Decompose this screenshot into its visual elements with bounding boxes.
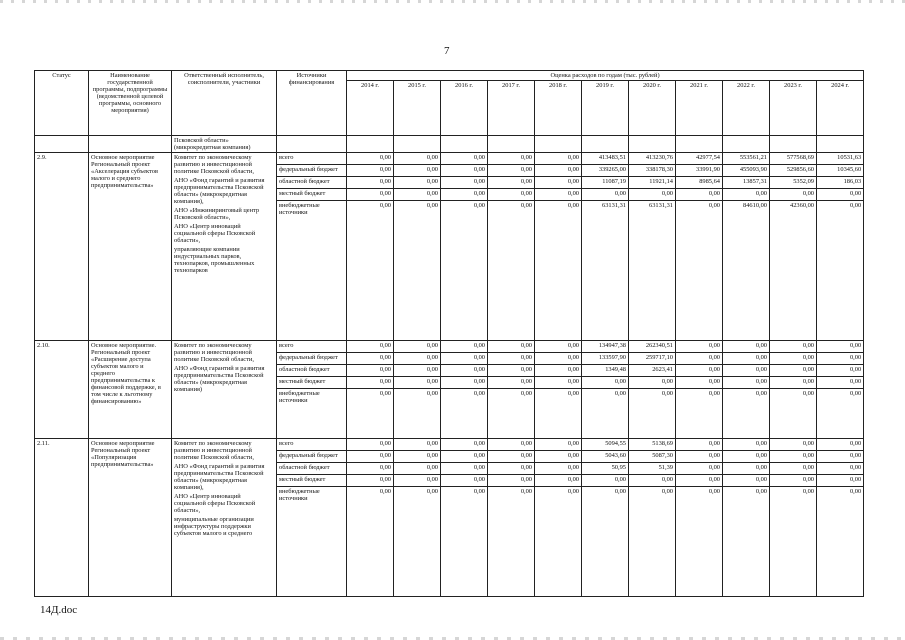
amount-cell: 0,00 bbox=[535, 475, 582, 487]
amount-cell: 0,00 bbox=[817, 439, 864, 451]
amount-cell: 0,00 bbox=[347, 153, 394, 165]
amount-cell: 0,00 bbox=[441, 341, 488, 353]
amount-cell: 0,00 bbox=[676, 353, 723, 365]
header-year: 2016 г. bbox=[441, 81, 488, 136]
amount-cell: 0,00 bbox=[394, 177, 441, 189]
amount-cell: 0,00 bbox=[770, 451, 817, 463]
amount-cell: 0,00 bbox=[817, 189, 864, 201]
amount-cell: 0,00 bbox=[582, 487, 629, 597]
amount-cell: 0,00 bbox=[817, 487, 864, 597]
continuation-row bbox=[35, 136, 864, 153]
amount-cell: 0,00 bbox=[488, 201, 535, 341]
amount-cell: 5094,55 bbox=[582, 439, 629, 451]
amount-cell: 0,00 bbox=[676, 377, 723, 389]
amount-cell: 0,00 bbox=[441, 189, 488, 201]
amount-cell: 63131,31 bbox=[582, 201, 629, 341]
header-year: 2021 г. bbox=[676, 81, 723, 136]
amount-cell: 0,00 bbox=[441, 377, 488, 389]
amount-cell: 0,00 bbox=[723, 463, 770, 475]
amount-cell: 0,00 bbox=[347, 353, 394, 365]
funding-source: всего bbox=[277, 153, 347, 165]
amount-cell: 0,00 bbox=[676, 451, 723, 463]
amount-cell: 0,00 bbox=[488, 451, 535, 463]
amount-cell: 0,00 bbox=[582, 189, 629, 201]
amount-cell: 0,00 bbox=[441, 353, 488, 365]
amount-cell: 0,00 bbox=[582, 475, 629, 487]
section-executors bbox=[172, 153, 277, 341]
section-executors bbox=[172, 341, 277, 439]
document-footer: 14Д.doc bbox=[40, 604, 78, 616]
header-year: 2023 г. bbox=[770, 81, 817, 136]
amount-cell: 0,00 bbox=[394, 439, 441, 451]
amount-cell: 0,00 bbox=[347, 389, 394, 439]
amount-cell: 0,00 bbox=[441, 475, 488, 487]
amount-cell: 0,00 bbox=[629, 189, 676, 201]
executor-item: АНО «Инжиниринговый центр Псковской области», bbox=[174, 207, 260, 221]
amount-cell: 0,00 bbox=[394, 463, 441, 475]
amount-cell: 0,00 bbox=[347, 201, 394, 341]
amount-cell: 0,00 bbox=[723, 189, 770, 201]
amount-cell: 0,00 bbox=[770, 377, 817, 389]
table-row bbox=[35, 153, 864, 165]
amount-cell: 0,00 bbox=[676, 475, 723, 487]
amount-cell: 0,00 bbox=[347, 487, 394, 597]
amount-cell: 0,00 bbox=[535, 389, 582, 439]
amount-cell: 0,00 bbox=[441, 389, 488, 439]
amount-cell: 0,00 bbox=[629, 475, 676, 487]
header-year: 2014 г. bbox=[347, 81, 394, 136]
funding-source: областной бюджет bbox=[277, 177, 347, 189]
amount-cell: 0,00 bbox=[723, 341, 770, 353]
amount-cell: 0,00 bbox=[488, 153, 535, 165]
scan-artifact-top bbox=[0, 0, 905, 3]
table-row bbox=[35, 439, 864, 451]
amount-cell: 413230,76 bbox=[629, 153, 676, 165]
amount-cell: 0,00 bbox=[676, 389, 723, 439]
page-number: 7 bbox=[444, 45, 450, 57]
amount-cell: 0,00 bbox=[817, 365, 864, 377]
amount-cell: 0,00 bbox=[535, 439, 582, 451]
amount-cell: 0,00 bbox=[347, 365, 394, 377]
amount-cell: 0,00 bbox=[488, 353, 535, 365]
amount-cell: 0,00 bbox=[535, 451, 582, 463]
header-year: 2017 г. bbox=[488, 81, 535, 136]
amount-cell: 0,00 bbox=[394, 389, 441, 439]
header-year: 2020 г. bbox=[629, 81, 676, 136]
amount-cell: 11921,14 bbox=[629, 177, 676, 189]
header-sources: Источники финансирования bbox=[277, 71, 347, 136]
amount-cell: 0,00 bbox=[535, 365, 582, 377]
header-status: Статус bbox=[35, 71, 89, 136]
amount-cell: 0,00 bbox=[535, 201, 582, 341]
amount-cell: 338178,30 bbox=[629, 165, 676, 177]
amount-cell: 0,00 bbox=[770, 463, 817, 475]
amount-cell: 0,00 bbox=[817, 463, 864, 475]
amount-cell: 63131,31 bbox=[629, 201, 676, 341]
amount-cell: 0,00 bbox=[535, 153, 582, 165]
amount-cell: 0,00 bbox=[488, 165, 535, 177]
executor-item: Комитет по экономическому развитию и инвестиционной политике Псковской области, bbox=[174, 440, 254, 461]
executor-item: Комитет по экономическому развитию и инвестиционной политике Псковской области, bbox=[174, 342, 254, 363]
funding-source: местный бюджет bbox=[277, 377, 347, 389]
amount-cell: 339265,00 bbox=[582, 165, 629, 177]
section-status: 2.10. bbox=[35, 341, 89, 439]
funding-source: федеральный бюджет bbox=[277, 353, 347, 365]
amount-cell: 259717,10 bbox=[629, 353, 676, 365]
section-name: Основное мероприятие Региональный проект «Популяризация предпринимательства» bbox=[89, 439, 172, 597]
funding-source: всего bbox=[277, 439, 347, 451]
amount-cell: 0,00 bbox=[394, 451, 441, 463]
amount-cell: 529856,60 bbox=[770, 165, 817, 177]
amount-cell: 0,00 bbox=[441, 153, 488, 165]
amount-cell: 0,00 bbox=[394, 189, 441, 201]
amount-cell: 0,00 bbox=[394, 353, 441, 365]
header-name: Наименование государственной программы, подпрограммы (ведомственной целевой программы, основного мероприятия) bbox=[89, 71, 172, 136]
header-year: 2015 г. bbox=[394, 81, 441, 136]
amount-cell: 5138,69 bbox=[629, 439, 676, 451]
executor-item: АНО «Центр инноваций социальной сферы Псковской области», bbox=[174, 493, 256, 514]
funding-source: федеральный бюджет bbox=[277, 451, 347, 463]
amount-cell: 0,00 bbox=[347, 189, 394, 201]
amount-cell: 0,00 bbox=[582, 389, 629, 439]
amount-cell: 0,00 bbox=[817, 341, 864, 353]
amount-cell: 0,00 bbox=[535, 377, 582, 389]
amount-cell: 0,00 bbox=[441, 201, 488, 341]
amount-cell: 42360,00 bbox=[770, 201, 817, 341]
amount-cell: 0,00 bbox=[817, 389, 864, 439]
amount-cell: 0,00 bbox=[723, 377, 770, 389]
amount-cell: 455093,90 bbox=[723, 165, 770, 177]
amount-cell: 0,00 bbox=[488, 189, 535, 201]
amount-cell: 0,00 bbox=[535, 165, 582, 177]
header-year: 2022 г. bbox=[723, 81, 770, 136]
amount-cell: 186,03 bbox=[817, 177, 864, 189]
amount-cell: 0,00 bbox=[347, 475, 394, 487]
amount-cell: 10531,63 bbox=[817, 153, 864, 165]
amount-cell: 13857,31 bbox=[723, 177, 770, 189]
amount-cell: 0,00 bbox=[770, 365, 817, 377]
amount-cell: 0,00 bbox=[770, 341, 817, 353]
funding-source: всего bbox=[277, 341, 347, 353]
amount-cell: 0,00 bbox=[817, 377, 864, 389]
amount-cell: 0,00 bbox=[723, 475, 770, 487]
amount-cell: 0,00 bbox=[676, 201, 723, 341]
funding-source: внебюджетные источники bbox=[277, 487, 347, 597]
funding-source: областной бюджет bbox=[277, 365, 347, 377]
amount-cell: 0,00 bbox=[676, 439, 723, 451]
amount-cell: 84610,00 bbox=[723, 201, 770, 341]
amount-cell: 133597,90 bbox=[582, 353, 629, 365]
amount-cell: 11087,19 bbox=[582, 177, 629, 189]
amount-cell: 0,00 bbox=[770, 475, 817, 487]
funding-source: местный бюджет bbox=[277, 189, 347, 201]
amount-cell: 0,00 bbox=[488, 487, 535, 597]
amount-cell: 0,00 bbox=[723, 365, 770, 377]
amount-cell: 42977,54 bbox=[676, 153, 723, 165]
amount-cell: 0,00 bbox=[347, 377, 394, 389]
amount-cell: 0,00 bbox=[441, 165, 488, 177]
amount-cell: 577568,69 bbox=[770, 153, 817, 165]
amount-cell: 0,00 bbox=[535, 463, 582, 475]
amount-cell: 0,00 bbox=[488, 177, 535, 189]
amount-cell: 0,00 bbox=[817, 451, 864, 463]
amount-cell: 5352,09 bbox=[770, 177, 817, 189]
amount-cell: 33991,90 bbox=[676, 165, 723, 177]
budget-table bbox=[34, 70, 864, 597]
amount-cell: 0,00 bbox=[347, 341, 394, 353]
amount-cell: 0,00 bbox=[723, 389, 770, 439]
amount-cell: 0,00 bbox=[723, 439, 770, 451]
amount-cell: 0,00 bbox=[676, 487, 723, 597]
amount-cell: 51,39 bbox=[629, 463, 676, 475]
executor-item: АНО «Фонд гарантий и развития предпринимательства Псковской области» (микрокредитная компания), bbox=[174, 177, 265, 205]
header-executor: Ответственный исполнитель, соисполнители, участники bbox=[172, 71, 277, 136]
amount-cell: 0,00 bbox=[676, 341, 723, 353]
amount-cell: 0,00 bbox=[441, 177, 488, 189]
amount-cell: 0,00 bbox=[770, 189, 817, 201]
amount-cell: 5087,30 bbox=[629, 451, 676, 463]
amount-cell: 262340,51 bbox=[629, 341, 676, 353]
amount-cell: 0,00 bbox=[394, 153, 441, 165]
amount-cell: 0,00 bbox=[488, 341, 535, 353]
executor-item: Комитет по экономическому развитию и инвестиционной политике Псковской области, bbox=[174, 154, 254, 175]
funding-source: федеральный бюджет bbox=[277, 165, 347, 177]
funding-source: областной бюджет bbox=[277, 463, 347, 475]
amount-cell: 0,00 bbox=[770, 353, 817, 365]
amount-cell: 0,00 bbox=[770, 389, 817, 439]
header-year: 2018 г. bbox=[535, 81, 582, 136]
amount-cell: 0,00 bbox=[676, 463, 723, 475]
amount-cell: 0,00 bbox=[441, 439, 488, 451]
amount-cell: 0,00 bbox=[347, 439, 394, 451]
amount-cell: 0,00 bbox=[488, 389, 535, 439]
funding-source: внебюджетные источники bbox=[277, 389, 347, 439]
amount-cell: 0,00 bbox=[629, 487, 676, 597]
amount-cell: 0,00 bbox=[723, 487, 770, 597]
amount-cell: 0,00 bbox=[629, 377, 676, 389]
amount-cell: 0,00 bbox=[723, 451, 770, 463]
amount-cell: 0,00 bbox=[394, 365, 441, 377]
amount-cell: 0,00 bbox=[441, 365, 488, 377]
amount-cell: 0,00 bbox=[441, 463, 488, 475]
amount-cell: 0,00 bbox=[441, 487, 488, 597]
amount-cell: 0,00 bbox=[488, 439, 535, 451]
amount-cell: 413483,51 bbox=[582, 153, 629, 165]
amount-cell: 0,00 bbox=[394, 201, 441, 341]
amount-cell: 0,00 bbox=[770, 487, 817, 597]
executor-item: АНО «Центр инноваций социальной сферы Псковской области», bbox=[174, 223, 256, 244]
amount-cell: 50,95 bbox=[582, 463, 629, 475]
amount-cell: 0,00 bbox=[347, 177, 394, 189]
amount-cell: 0,00 bbox=[535, 487, 582, 597]
amount-cell: 553561,21 bbox=[723, 153, 770, 165]
amount-cell: 0,00 bbox=[394, 487, 441, 597]
header-year: 2019 г. bbox=[582, 81, 629, 136]
header-year: 2024 г. bbox=[817, 81, 864, 136]
amount-cell: 134947,38 bbox=[582, 341, 629, 353]
continuation-text: Псковской области» (микрокредитная компания) bbox=[172, 136, 277, 153]
section-status: 2.9. bbox=[35, 153, 89, 341]
amount-cell: 0,00 bbox=[770, 439, 817, 451]
table-row bbox=[35, 341, 864, 353]
amount-cell: 0,00 bbox=[347, 463, 394, 475]
funding-source: внебюджетные источники bbox=[277, 201, 347, 341]
amount-cell: 0,00 bbox=[441, 451, 488, 463]
amount-cell: 0,00 bbox=[535, 177, 582, 189]
amount-cell: 8985,64 bbox=[676, 177, 723, 189]
amount-cell: 0,00 bbox=[535, 189, 582, 201]
executor-item: управляющие компании индустриальных парков, технопарков, промышленных технопарков bbox=[174, 246, 255, 274]
amount-cell: 0,00 bbox=[676, 189, 723, 201]
amount-cell: 0,00 bbox=[394, 377, 441, 389]
amount-cell: 0,00 bbox=[582, 377, 629, 389]
executor-item: муниципальные организации инфраструктуры поддержки субъектов малого и среднего bbox=[174, 516, 254, 537]
table-body bbox=[35, 136, 864, 597]
amount-cell: 0,00 bbox=[394, 341, 441, 353]
section-executors bbox=[172, 439, 277, 597]
amount-cell: 0,00 bbox=[347, 165, 394, 177]
amount-cell: 0,00 bbox=[488, 377, 535, 389]
funding-source: местный бюджет bbox=[277, 475, 347, 487]
amount-cell: 0,00 bbox=[817, 475, 864, 487]
amount-cell: 0,00 bbox=[394, 475, 441, 487]
section-name: Основное мероприятие. Региональный проект «Расширение доступа субъектов малого и среднего предпринимательства к финансовой поддержке, в том числе к льготному финансированию» bbox=[89, 341, 172, 439]
amount-cell: 0,00 bbox=[488, 463, 535, 475]
amount-cell: 10345,60 bbox=[817, 165, 864, 177]
executor-item: АНО «Фонд гарантий и развития предпринимательства Псковской области» (микрокредитная компания) bbox=[174, 365, 265, 393]
amount-cell: 0,00 bbox=[488, 475, 535, 487]
amount-cell: 0,00 bbox=[676, 365, 723, 377]
amount-cell: 0,00 bbox=[723, 353, 770, 365]
executor-item: АНО «Фонд гарантий и развития предпринимательства Псковской области» (микрокредитная компания), bbox=[174, 463, 265, 491]
amount-cell: 0,00 bbox=[394, 165, 441, 177]
amount-cell: 5043,60 bbox=[582, 451, 629, 463]
amount-cell: 1349,48 bbox=[582, 365, 629, 377]
section-name: Основное мероприятие Региональный проект «Акселерация субъектов малого и среднего предпринимательства» bbox=[89, 153, 172, 341]
amount-cell: 0,00 bbox=[535, 353, 582, 365]
amount-cell: 0,00 bbox=[488, 365, 535, 377]
amount-cell: 0,00 bbox=[347, 451, 394, 463]
amount-cell: 2623,41 bbox=[629, 365, 676, 377]
amount-cell: 0,00 bbox=[817, 201, 864, 341]
amount-cell: 0,00 bbox=[535, 341, 582, 353]
section-status: 2.11. bbox=[35, 439, 89, 597]
amount-cell: 0,00 bbox=[817, 353, 864, 365]
amount-cell: 0,00 bbox=[629, 389, 676, 439]
header-estimate: Оценка расходов по годам (тыс. рублей) bbox=[347, 71, 864, 81]
